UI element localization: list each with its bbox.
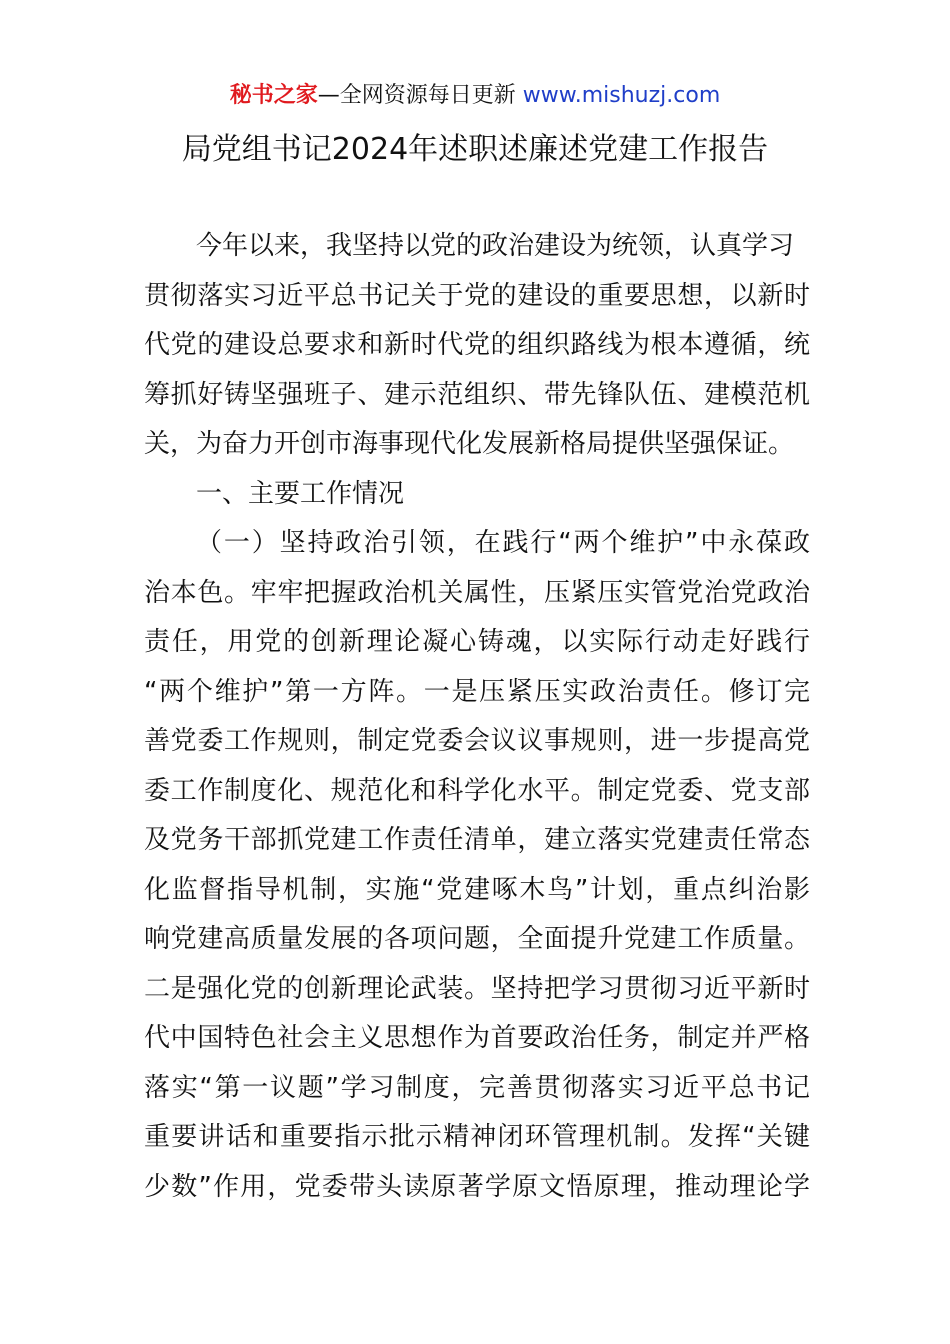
- paragraph-line: 及党务干部抓党建工作责任清单，建立落实党建责任常态: [144, 825, 810, 855]
- paragraph-line: 代党的建设总要求和新时代党的组织路线为根本遵循，统: [144, 330, 810, 360]
- site-url-link[interactable]: www.mishuzj.com: [522, 83, 721, 108]
- section-heading: 一、主要工作情况: [196, 478, 405, 509]
- paragraph-line: （一）坚持政治引领，在践行“两个维护”中永葆政: [196, 528, 810, 558]
- paragraph-line: 关，为奋力开创市海事现代化发展新格局提供坚强保证。: [144, 429, 795, 459]
- paragraph-line: 善党委工作规则，制定党委会议议事规则，进一步提高党: [144, 726, 810, 756]
- paragraph-line: 少数”作用，党委带头读原著学原文悟原理，推动理论学: [144, 1171, 810, 1202]
- header-tagline: —全网资源每日更新: [317, 83, 516, 108]
- paragraph-line: 委工作制度化、规范化和科学化水平。制定党委、党支部: [144, 775, 810, 806]
- paragraph-line: 化监督指导机制，实施“党建啄木鸟”计划，重点纠治影: [144, 874, 810, 905]
- paragraph-line: 二是强化党的创新理论武装。坚持把学习贯彻习近平新时: [144, 973, 810, 1004]
- paragraph-line: 治本色。牢牢把握政治机关属性，压紧压实管党治党政治: [144, 577, 810, 608]
- site-header: [0, 80, 950, 112]
- paragraph-line: 贯彻落实习近平总书记关于党的建设的重要思想，以新时: [144, 280, 810, 311]
- paragraph-line: 责任，用党的创新理论凝心铸魂，以实际行动走好践行: [144, 627, 810, 657]
- paragraph-line: 今年以来，我坚持以党的政治建设为统领，认真学习: [196, 231, 795, 261]
- paragraph-line: 落实“第一议题”学习制度，完善贯彻落实习近平总书记: [144, 1072, 810, 1103]
- paragraph-line: 响党建高质量发展的各项问题，全面提升党建工作质量。: [144, 924, 810, 954]
- paragraph-line: “两个维护”第一方阵。一是压紧压实政治责任。修订完: [144, 676, 810, 707]
- paragraph-line: 重要讲话和重要指示批示精神闭环管理机制。发挥“关键: [144, 1122, 810, 1152]
- document-body: [144, 222, 810, 1212]
- paragraph-line: 代中国特色社会主义思想作为首要政治任务，制定并严格: [144, 1023, 810, 1053]
- paragraph-line: 筹抓好铸坚强班子、建示范组织、带先锋队伍、建模范机: [144, 379, 810, 410]
- document-title: 局党组书记2024年述职述廉述党建工作报告: [181, 132, 769, 167]
- brand-name: 秘书之家: [229, 83, 318, 108]
